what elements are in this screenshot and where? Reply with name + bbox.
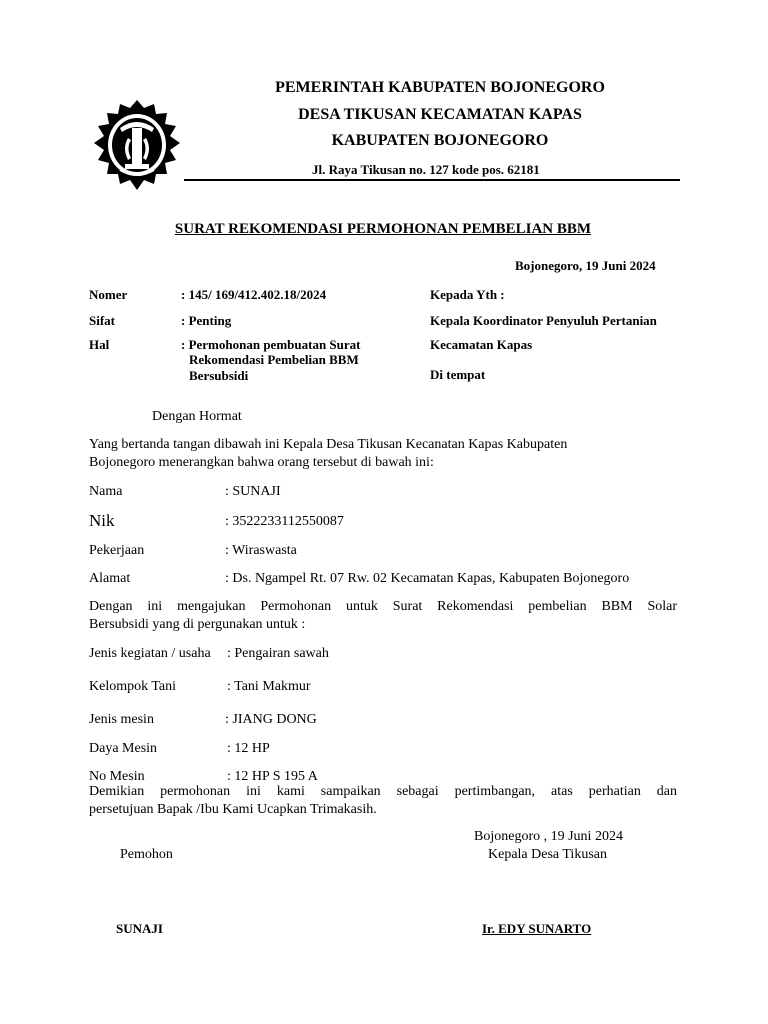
- nomer-label: Nomer: [89, 287, 128, 302]
- recipient-district: Kecamatan Kapas: [430, 337, 533, 352]
- no-mesin-label: No Mesin: [89, 769, 145, 784]
- village-head-name: Ir. EDY SUNARTO: [482, 921, 592, 936]
- applicant-name: SUNAJI: [116, 921, 163, 936]
- recipient-location: Di tempat: [430, 367, 486, 382]
- nama-label: Nama: [89, 484, 123, 499]
- kelompok-tani-label: Kelompok Tani: [89, 679, 177, 694]
- closing-line2: persetujuan Bapak /Ibu Kami Ucapkan Trimakasih.: [89, 802, 377, 817]
- letterhead-government: PEMERINTAH KABUPATEN BOJONEGORO: [275, 79, 605, 96]
- closing-line1: Demikian permohonan ini kami sampaikan sebagai pertimbangan, atas perhatian dan: [89, 784, 677, 799]
- nomer-value: : 145/ 169/412.402.18/2024: [181, 287, 327, 302]
- letterhead-divider: [184, 179, 680, 181]
- letter-place-date: Bojonegoro, 19 Juni 2024: [515, 258, 656, 273]
- recipient-salutation: Kepada Yth :: [430, 287, 505, 302]
- no-mesin-value: : 12 HP S 195 A: [227, 769, 318, 784]
- letterhead-village: DESA TIKUSAN KECAMATAN KAPAS: [298, 106, 582, 123]
- daya-mesin-label: Daya Mesin: [89, 741, 158, 756]
- recipient-title: Kepala Koordinator Penyuluh Pertanian: [430, 313, 657, 328]
- intro-line2: Bojonegoro menerangkan bahwa orang tersebut di bawah ini:: [89, 455, 434, 470]
- sifat-label: Sifat: [89, 313, 115, 328]
- sifat-value: : Penting: [181, 313, 232, 328]
- jenis-mesin-value: : JIANG DONG: [225, 712, 317, 727]
- village-head-role: Kepala Desa Tikusan: [488, 847, 607, 862]
- letterhead-address: Jl. Raya Tikusan no. 127 kode pos. 62181: [312, 162, 540, 177]
- greeting: Dengan Hormat: [152, 409, 242, 424]
- jenis-kegiatan-label: Jenis kegiatan / usaha: [89, 646, 211, 661]
- signature-date: Bojonegoro , 19 Juni 2024: [474, 829, 623, 844]
- hal-value-line1: : Permohonan pembuatan Surat: [181, 337, 361, 352]
- alamat-value: : Ds. Ngampel Rt. 07 Rw. 02 Kecamatan Kapas, Kabupaten Bojonegoro: [225, 571, 630, 586]
- pekerjaan-label: Pekerjaan: [89, 543, 145, 558]
- letterhead-regency: KABUPATEN BOJONEGORO: [331, 132, 549, 149]
- kelompok-tani-value: : Tani Makmur: [227, 679, 311, 694]
- request-line2: Bersubsidi yang di pergunakan untuk :: [89, 617, 306, 632]
- nama-value: : SUNAJI: [225, 484, 281, 499]
- intro-line1: Yang bertanda tangan dibawah ini Kepala Desa Tikusan Kecanatan Kapas Kabupaten: [89, 437, 568, 452]
- letter-title: SURAT REKOMENDASI PERMOHONAN PEMBELIAN BBM: [174, 221, 592, 237]
- daya-mesin-value: : 12 HP: [227, 741, 270, 756]
- hal-value-line3: Bersubsidi: [189, 368, 249, 383]
- pekerjaan-value: : Wiraswasta: [225, 543, 297, 558]
- nik-value: : 3522233112550087: [225, 514, 344, 529]
- applicant-role: Pemohon: [120, 847, 173, 862]
- jenis-mesin-label: Jenis mesin: [89, 712, 154, 727]
- hal-label: Hal: [89, 337, 110, 352]
- request-line1: Dengan ini mengajukan Permohonan untuk Surat Rekomendasi pembelian BBM Solar: [89, 599, 677, 614]
- alamat-label: Alamat: [89, 571, 131, 586]
- jenis-kegiatan-value: : Pengairan sawah: [227, 646, 329, 661]
- nik-label: Nik: [89, 511, 115, 530]
- hal-value-line2: Rekomendasi Pembelian BBM: [189, 352, 359, 367]
